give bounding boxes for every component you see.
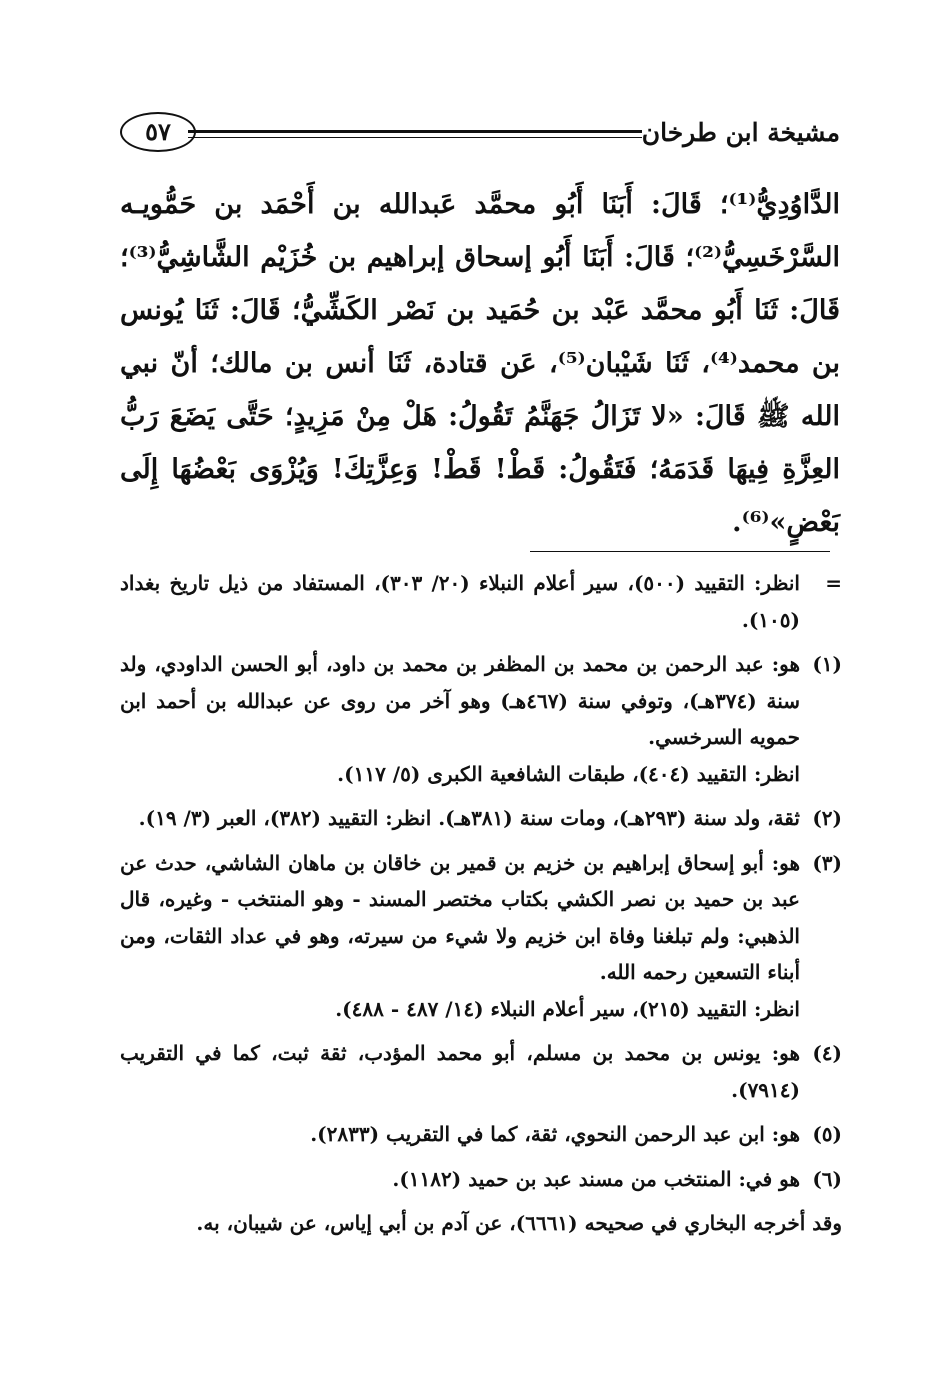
footnote-marker: (٤) [812,1041,842,1065]
footnote-marker: (٣) [812,850,842,875]
footnote-marker: (٥) [812,1122,842,1146]
footnote-marker: = [825,571,842,595]
closing-note-text: وقد أخرجه البخاري في صحيحه (٦٦٦١)، عن آدم بن أبي إياس، عن شيبان، به. [196,1211,842,1235]
closing-note [120,1205,842,1242]
main-text [120,178,840,549]
footnote-text: ثقة، ولد سنة (٢٩٣هـ)، ومات سنة (٣٨١هـ). انظر: التقييد (٣٨٢)، العبر (٣/ ١٩). [138,806,800,830]
header-rule [188,130,642,138]
footnote-text: انظر: التقييد (٥٠٠)، سير أعلام النبلاء (٢٠/ ٣٠٣)، المستفاد من ذيل تاريخ بغداد (١٠٥). [120,571,800,632]
footnote-marker: (٦) [812,1166,842,1191]
page-header [120,112,840,166]
footnote-text: هو: أبو إسحاق إبراهيم بن خزيم بن قمير بن خاقان بن ماهان الشاشي، حدث عن عبد بن حميد بن نصر الكشي بكتاب مختصر المسند - وهو المنتخب - وغيره، قال الذهبي: ولم تبلغنا وفاة ابن خزيم ولا شيء من سيرته، وهو في عداد الثقات، ومن أبناء التسعين رحمه الله. [120,850,800,984]
footnote-2 [120,800,842,837]
footnote-3 [120,845,842,1028]
footnote-text: هو: ابن عبد الرحمن النحوي، ثقة، كما في التقريب (٢٨٣٣). [310,1122,800,1146]
footnote-continued [120,565,842,638]
footnote-text: هو في: المنتخب من مسند عبد بن حميد (١١٨٢). [392,1166,800,1191]
footnote-1 [120,646,842,792]
footnote-6 [120,1161,842,1198]
footnote-separator [530,551,830,552]
footnote-5 [120,1116,842,1153]
footnote-text: هو: عبد الرحمن بن محمد بن المظفر بن محمد بن داود، أبو الحسن الداودي، ولد سنة (٣٧٤هـ)، وتوفي سنة (٤٦٧هـ) وهو آخر من روى عن عبدالله بن أحمد ابن حمويه السرخسي. [120,652,800,749]
footnote-marker: (١) [812,652,842,676]
footnote-source: انظر: التقييد (٢١٥)، سير أعلام النبلاء (١٤/ ٤٨٧ - ٤٨٨). [335,996,800,1021]
main-paragraph: الدَّاوُدِيُّ⁽¹⁾؛ قَالَ: أَبَنَا أَبُو محمَّد عَبدالله بن أَحْمَد بن حَمُّويـه السَّرْخَسِيُّ⁽²⁾؛ قَالَ: أَبَنَا أَبُو إسحاق إبراهيم بن خُزَيْم الشَّاشِيُّ⁽³⁾؛ قَالَ: ثَنَا أَبُو محمَّد عَبْد بن حُمَيد بن نَصْر الكَشِّيُّ؛ قَالَ: ثَنَا يُونس بن محمد⁽⁴⁾، ثَنَا شَيْبان⁽⁵⁾، عَن قتادة، ثَنَا أنس بن مالك؛ أنّ نبي الله ﷺ قَالَ: «لا تَزَالُ جَهَنَّمُ تَقُولُ: هَلْ مِنْ مَزِيدٍ؛ حَتَّى يَضَعَ رَبُّ العِزَّةِ فِيهَا قَدَمَهُ؛ فَتَقُولُ: قَطْ! قَطْ! وَعِزَّتِكَ! وَيُزْوَى بَعْضُهَا إِلَى بَعْضٍ»⁽⁶⁾. [120,189,840,538]
footnote-4 [120,1035,842,1108]
footnote-source: انظر: التقييد (٤٠٤)، طبقات الشافعية الكبرى (٥/ ١١٧). [337,761,800,786]
footnote-text: هو: يونس بن محمد بن مسلم، أبو محمد المؤدب، ثقة ثبت، كما في التقريب (٧٩١٤). [120,1041,800,1102]
footnote-marker: (٢) [812,806,842,830]
running-title: مشيخة ابن طرخان [641,118,840,147]
page-number: ٥٧ [120,112,196,152]
footnotes [120,565,842,1250]
